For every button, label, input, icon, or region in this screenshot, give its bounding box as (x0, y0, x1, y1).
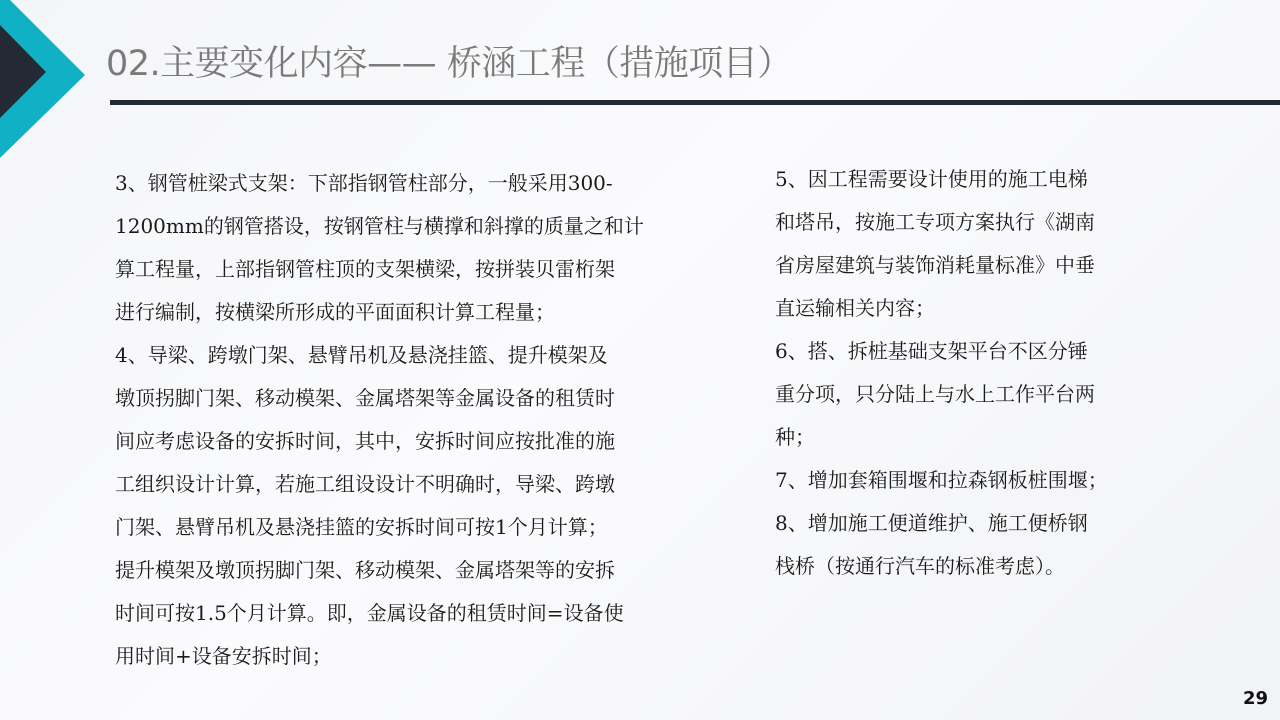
text-line: 1200mm的钢管搭设，按钢管柱与横撑和斜撑的质量之和计 (115, 214, 644, 238)
text-line: 墩顶拐脚门架、移动模架、金属塔架等金属设备的租赁时 (115, 386, 615, 410)
text-line: 4、导梁、跨墩门架、悬臂吊机及悬浇挂篮、提升模架及 (115, 343, 608, 367)
text-line: 门架、悬臂吊机及悬浇挂篮的安拆时间可按1个月计算； (115, 515, 608, 539)
text-line: 进行编制，按横梁所形成的平面面积计算工程量； (115, 300, 555, 324)
text-line: 工组织设计计算，若施工组设设计不明确时，导梁、跨墩 (115, 472, 615, 496)
text-line: 8、增加施工便道维护、施工便桥钢 (775, 511, 1088, 535)
text-line: 时间可按1.5个月计算。即，金属设备的租赁时间=设备使 (115, 601, 624, 625)
corner-arrow-decoration (0, 0, 100, 160)
text-line: 提升模架及墩顶拐脚门架、移动模架、金属塔架等的安拆 (115, 558, 615, 582)
text-line: 和塔吊，按施工专项方案执行《湖南 (775, 210, 1095, 234)
text-line: 用时间+设备安拆时间； (115, 644, 332, 668)
title-divider (110, 100, 1280, 105)
text-line: 7、增加套箱围堰和拉森钢板桩围堰； (775, 468, 1108, 492)
text-line: 算工程量，上部指钢管柱顶的支架横梁，按拼装贝雷桁架 (115, 257, 615, 281)
text-line: 5、因工程需要设计使用的施工电梯 (775, 167, 1088, 191)
text-line: 直运输相关内容； (775, 296, 935, 320)
page-number: 29 (1242, 688, 1268, 709)
slide-title: 02.主要变化内容—— 桥涵工程（措施项目） (106, 44, 792, 84)
text-line: 3、钢管桩梁式支架：下部指钢管柱部分，一般采用300- (115, 171, 613, 195)
right-text-column (775, 158, 1108, 588)
text-line: 栈桥（按通行汽车的标准考虑）。 (775, 554, 1065, 578)
text-line: 6、搭、拆桩基础支架平台不区分锤 (775, 339, 1088, 363)
text-line: 种； (775, 425, 815, 449)
text-line: 重分项，只分陆上与水上工作平台两 (775, 382, 1095, 406)
text-line: 间应考虑设备的安拆时间，其中，安拆时间应按批准的施 (115, 429, 615, 453)
text-line: 省房屋建筑与装饰消耗量标准》中垂 (775, 253, 1095, 277)
left-text-column (115, 162, 644, 678)
